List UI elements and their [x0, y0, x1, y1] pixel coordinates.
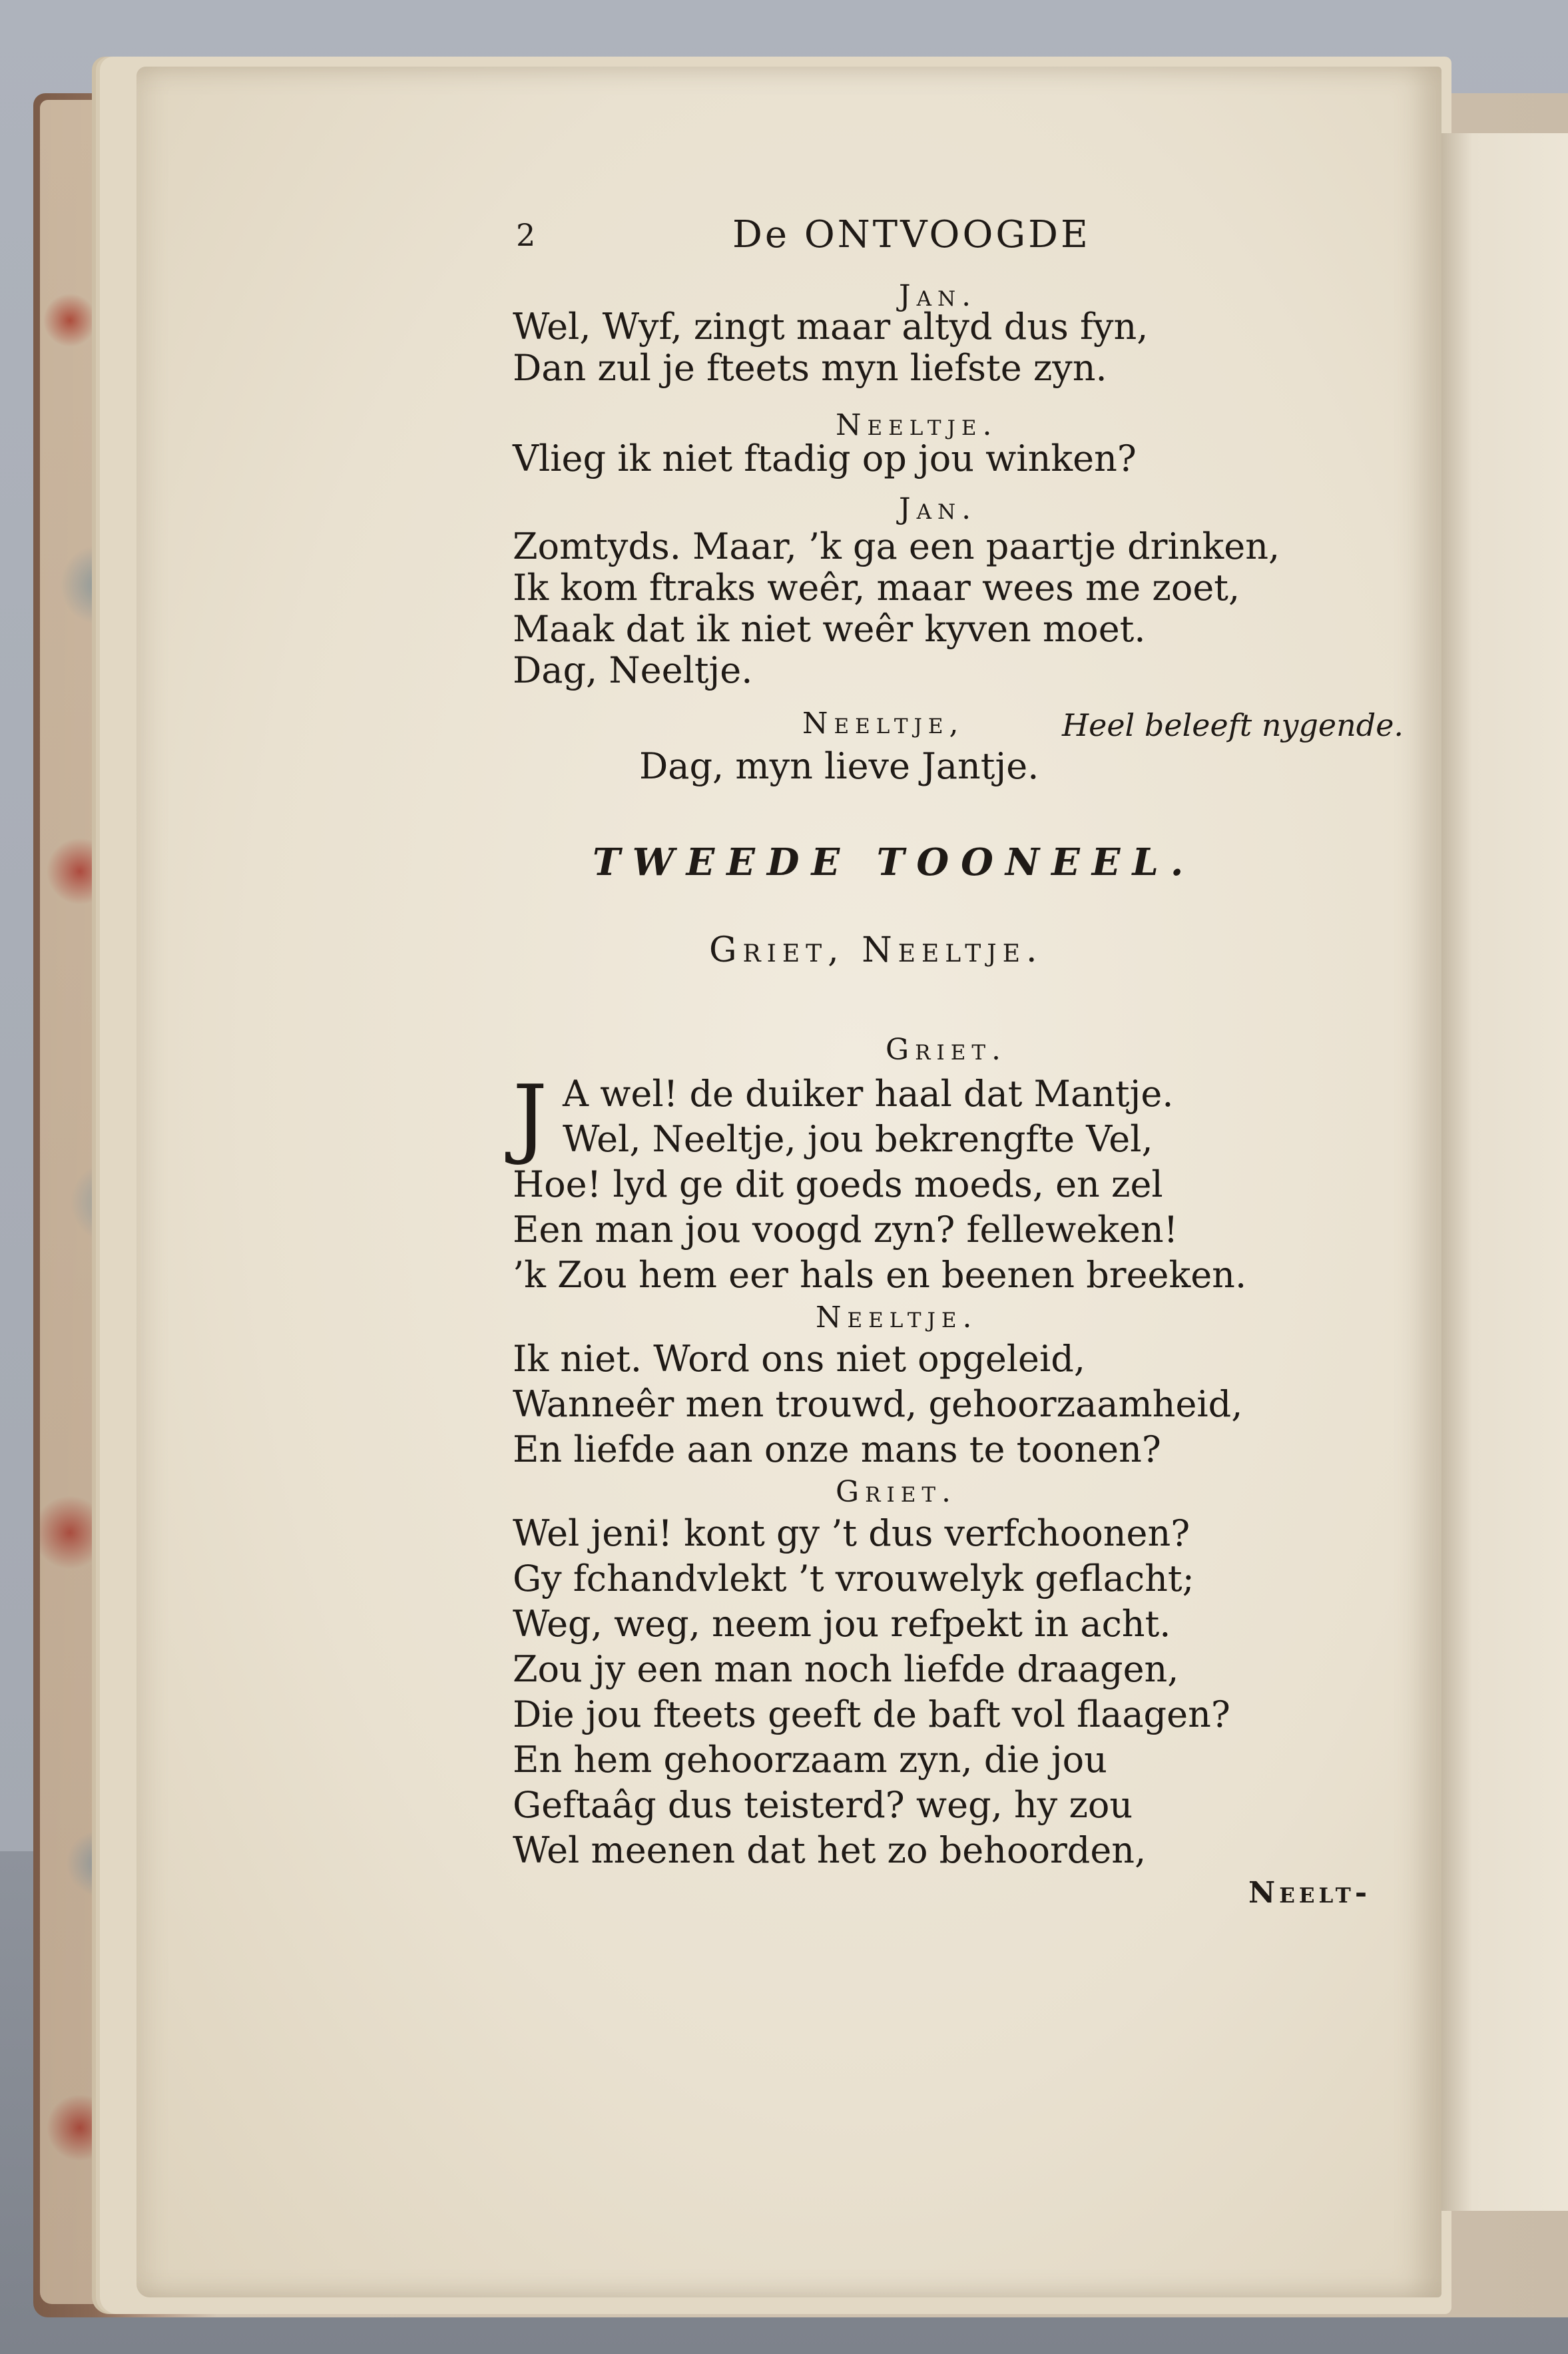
drop-cap: J [513, 1066, 548, 1167]
verse-line: A wel! de duiker haal dat Mantje. [563, 1073, 1174, 1115]
page-number: 2 [516, 217, 536, 253]
verse-line: En hem gehoorzaam zyn, die jou [513, 1739, 1107, 1781]
verse-line: Wel meenen dat het zo behoorden, [513, 1829, 1147, 1871]
verse-line: Ik niet. Word ons niet opgeleid, [513, 1338, 1086, 1380]
verse-line: Vlieg ik niet ftadig op jou winken? [513, 438, 1137, 479]
verse-line: Zou jy een man noch liefde draagen, [513, 1648, 1179, 1690]
cast-list: Griet, Neeltje. [709, 930, 1043, 970]
stage-direction: Heel beleeft nygende. [1062, 707, 1404, 743]
verse-line: Ik kom ftraks weêr, maar wees me zoet, [513, 567, 1240, 609]
verse-line: ’k Zou hem eer hals en beenen breeken. [513, 1254, 1247, 1296]
speaker-label: Griet. [886, 1033, 1007, 1067]
facing-page-edge [1432, 133, 1568, 2211]
speaker-label: Jan. [899, 492, 977, 526]
verse-line: Dan zul je fteets myn liefste zyn. [513, 347, 1107, 389]
verse-line: Wanneêr men trouwd, gehoorzaamheid, [513, 1383, 1243, 1425]
verse-line: Weg, weg, neem jou refpekt in acht. [513, 1603, 1171, 1645]
verse-line: Een man jou voogd zyn? felleweken! [513, 1209, 1178, 1251]
speaker-label: Neeltje, [802, 707, 965, 740]
speaker-label: Jan. [899, 279, 977, 313]
verse-line: Zomtyds. Maar, ’k ga een paartje drinken, [513, 525, 1280, 567]
running-head: De ONTVOOGDE [732, 213, 1091, 256]
verse-line: Hoe! lyd ge dit goeds moeds, en zel [513, 1163, 1163, 1205]
verse-line: Wel, Wyf, zingt maar altyd dus fyn, [513, 306, 1149, 348]
verse-line: Geftaâg dus teisterd? weg, hy zou [513, 1784, 1133, 1826]
speaker-label: Griet. [836, 1475, 957, 1509]
speaker-label: Neeltje. [836, 408, 998, 442]
verse-line: Die jou fteets geeft de baft vol flaagen? [513, 1693, 1230, 1735]
verse-line: Dag, myn lieve Jantje. [639, 745, 1039, 787]
scene-title: TWEEDE TOONEEL. [593, 840, 1196, 884]
verse-line: Wel, Neeltje, jou bekrengfte Vel, [563, 1118, 1153, 1160]
verse-line: Wel jeni! kont gy ’t dus verfchoonen? [513, 1512, 1190, 1554]
speaker-label: Neeltje. [816, 1301, 978, 1334]
verse-line: Maak dat ik niet weêr kyven moet. [513, 608, 1146, 650]
verse-line: Gy fchandvlekt ’t vrouwelyk geflacht; [513, 1558, 1194, 1600]
verse-line: Dag, Neeltje. [513, 649, 753, 691]
catchword: Neelt- [1248, 1876, 1372, 1910]
verse-line: En liefde aan onze mans te toonen? [513, 1428, 1161, 1470]
